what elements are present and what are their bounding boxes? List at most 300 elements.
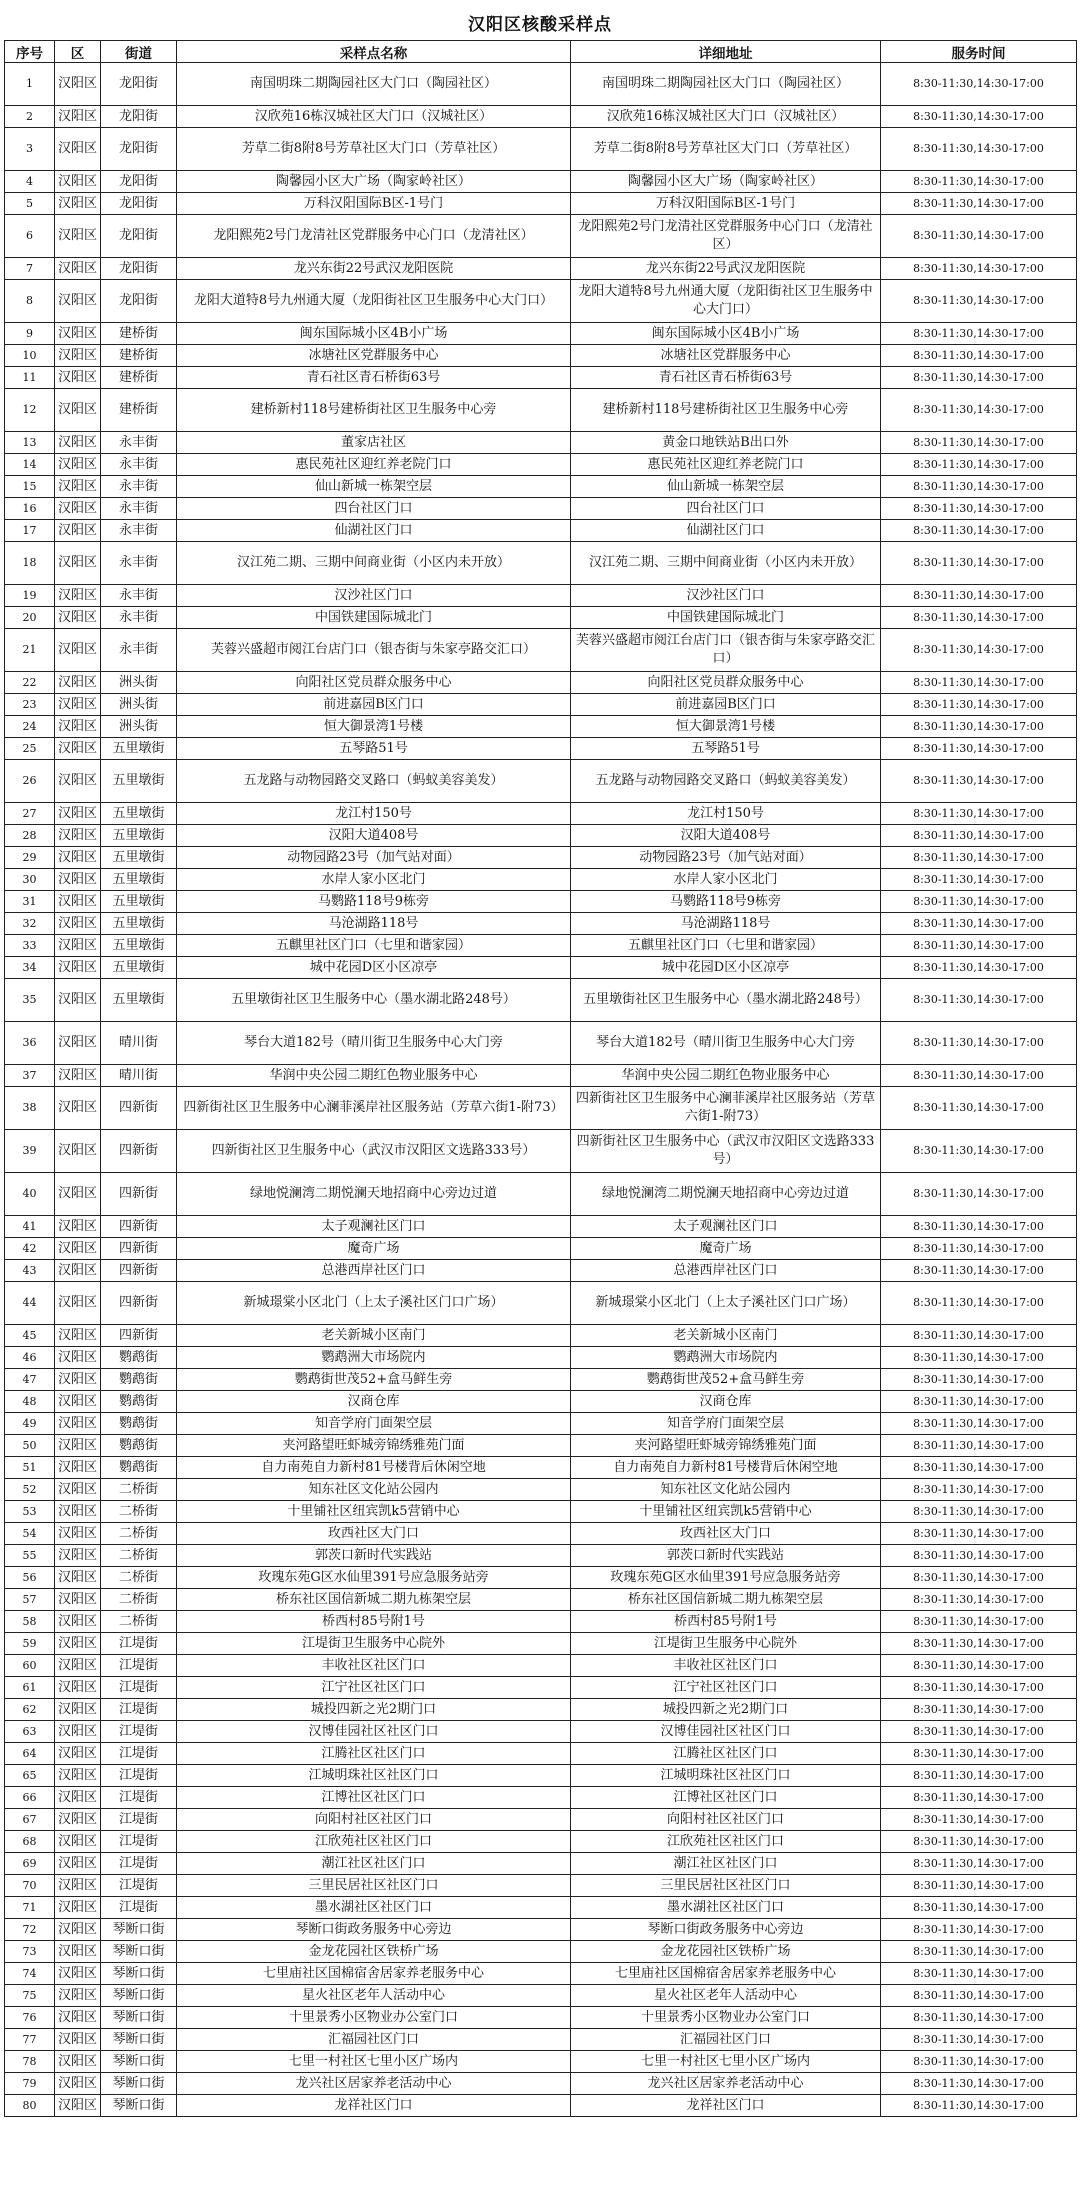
row-address: 桥东社区国信新城二期九栋架空层	[571, 1589, 881, 1611]
row-service-time: 8:30-11:30,14:30-17:00	[881, 1743, 1077, 1765]
row-service-time: 8:30-11:30,14:30-17:00	[881, 323, 1077, 345]
row-district: 汉阳区	[55, 1875, 101, 1897]
row-site-name: 琴断口街政务服务中心旁边	[177, 1919, 571, 1941]
row-no: 68	[5, 1831, 55, 1853]
row-street: 江堤街	[101, 1743, 177, 1765]
row-site-name: 建桥新村118号建桥街社区卫生服务中心旁	[177, 389, 571, 432]
row-address: 恒大御景湾1号楼	[571, 716, 881, 738]
row-service-time: 8:30-11:30,14:30-17:00	[881, 1391, 1077, 1413]
row-service-time: 8:30-11:30,14:30-17:00	[881, 1919, 1077, 1941]
row-service-time: 8:30-11:30,14:30-17:00	[881, 1545, 1077, 1567]
row-address: 郭茨口新时代实践站	[571, 1545, 881, 1567]
row-street: 五里墩街	[101, 825, 177, 847]
row-service-time: 8:30-11:30,14:30-17:00	[881, 913, 1077, 935]
row-no: 24	[5, 716, 55, 738]
table-row	[5, 803, 1077, 825]
row-no: 32	[5, 913, 55, 935]
table-row	[5, 1216, 1077, 1238]
table-row	[5, 1391, 1077, 1413]
table-row	[5, 825, 1077, 847]
table-row	[5, 891, 1077, 913]
row-site-name: 动物园路23号（加气站对面）	[177, 847, 571, 869]
sampling-sites-table	[4, 40, 1077, 2117]
table-row	[5, 1325, 1077, 1347]
table-row	[5, 1589, 1077, 1611]
row-service-time: 8:30-11:30,14:30-17:00	[881, 1611, 1077, 1633]
table-row	[5, 738, 1077, 760]
row-address: 墨水湖社区社区门口	[571, 1897, 881, 1919]
row-no: 49	[5, 1413, 55, 1435]
row-address: 向阳村社区社区门口	[571, 1809, 881, 1831]
row-street: 龙阳街	[101, 280, 177, 323]
row-no: 8	[5, 280, 55, 323]
table-row	[5, 1611, 1077, 1633]
row-address: 太子观澜社区门口	[571, 1216, 881, 1238]
row-service-time: 8:30-11:30,14:30-17:00	[881, 1897, 1077, 1919]
row-service-time: 8:30-11:30,14:30-17:00	[881, 585, 1077, 607]
table-row	[5, 1130, 1077, 1173]
row-address: 鹦鹉街世茂52+盒马鲜生旁	[571, 1369, 881, 1391]
row-street: 鹦鹉街	[101, 1435, 177, 1457]
row-no: 76	[5, 2007, 55, 2029]
row-address: 五琴路51号	[571, 738, 881, 760]
row-site-name: 龙兴东街22号武汉龙阳医院	[177, 258, 571, 280]
row-address: 青石社区青石桥街63号	[571, 367, 881, 389]
table-row	[5, 1897, 1077, 1919]
row-district: 汉阳区	[55, 1765, 101, 1787]
row-no: 41	[5, 1216, 55, 1238]
row-site-name: 魔奇广场	[177, 1238, 571, 1260]
row-site-name: 五里墩街社区卫生服务中心（墨水湖北路248号）	[177, 979, 571, 1022]
row-no: 11	[5, 367, 55, 389]
row-no: 26	[5, 760, 55, 803]
row-address: 潮江社区社区门口	[571, 1853, 881, 1875]
row-street: 龙阳街	[101, 128, 177, 171]
row-no: 55	[5, 1545, 55, 1567]
row-street: 江堤街	[101, 1875, 177, 1897]
row-district: 汉阳区	[55, 128, 101, 171]
row-district: 汉阳区	[55, 542, 101, 585]
row-district: 汉阳区	[55, 1545, 101, 1567]
row-service-time: 8:30-11:30,14:30-17:00	[881, 367, 1077, 389]
row-service-time: 8:30-11:30,14:30-17:00	[881, 2095, 1077, 2117]
table-row	[5, 629, 1077, 672]
row-no: 44	[5, 1282, 55, 1325]
row-service-time: 8:30-11:30,14:30-17:00	[881, 1087, 1077, 1130]
row-address: 鹦鹉洲大市场院内	[571, 1347, 881, 1369]
row-street: 二桥街	[101, 1501, 177, 1523]
row-address: 城中花园D区小区凉亭	[571, 957, 881, 979]
row-address: 琴台大道182号（晴川街卫生服务中心大门旁	[571, 1022, 881, 1065]
row-district: 汉阳区	[55, 1655, 101, 1677]
row-address: 江城明珠社区社区门口	[571, 1765, 881, 1787]
row-service-time: 8:30-11:30,14:30-17:00	[881, 1677, 1077, 1699]
row-service-time: 8:30-11:30,14:30-17:00	[881, 258, 1077, 280]
row-district: 汉阳区	[55, 979, 101, 1022]
row-street: 五里墩街	[101, 869, 177, 891]
row-district: 汉阳区	[55, 1721, 101, 1743]
row-site-name: 城中花园D区小区凉亭	[177, 957, 571, 979]
row-district: 汉阳区	[55, 760, 101, 803]
row-district: 汉阳区	[55, 1413, 101, 1435]
row-address: 汉江苑二期、三期中间商业街（小区内未开放）	[571, 542, 881, 585]
row-no: 3	[5, 128, 55, 171]
table-row	[5, 694, 1077, 716]
row-street: 五里墩街	[101, 760, 177, 803]
row-service-time: 8:30-11:30,14:30-17:00	[881, 738, 1077, 760]
row-site-name: 汉欣苑16栋汉城社区大门口（汉城社区）	[177, 106, 571, 128]
row-street: 江堤街	[101, 1787, 177, 1809]
row-site-name: 龙兴社区居家养老活动中心	[177, 2073, 571, 2095]
table-row	[5, 106, 1077, 128]
row-district: 汉阳区	[55, 1523, 101, 1545]
row-service-time: 8:30-11:30,14:30-17:00	[881, 171, 1077, 193]
row-street: 永丰街	[101, 607, 177, 629]
row-street: 鹦鹉街	[101, 1369, 177, 1391]
row-address: 四台社区门口	[571, 498, 881, 520]
row-street: 鹦鹉街	[101, 1413, 177, 1435]
row-street: 五里墩街	[101, 891, 177, 913]
row-service-time: 8:30-11:30,14:30-17:00	[881, 1831, 1077, 1853]
row-district: 汉阳区	[55, 171, 101, 193]
row-address: 龙祥社区门口	[571, 2095, 881, 2117]
table-row	[5, 1809, 1077, 1831]
row-site-name: 总港西岸社区门口	[177, 1260, 571, 1282]
row-no: 73	[5, 1941, 55, 1963]
header-address: 详细地址	[571, 41, 881, 63]
row-district: 汉阳区	[55, 367, 101, 389]
table-row	[5, 1413, 1077, 1435]
row-district: 汉阳区	[55, 345, 101, 367]
row-street: 四新街	[101, 1325, 177, 1347]
row-service-time: 8:30-11:30,14:30-17:00	[881, 2029, 1077, 2051]
row-address: 四新街社区卫生服务中心（武汉市汉阳区文选路333号）	[571, 1130, 881, 1173]
row-no: 53	[5, 1501, 55, 1523]
row-street: 五里墩街	[101, 957, 177, 979]
row-district: 汉阳区	[55, 1567, 101, 1589]
row-address: 汉沙社区门口	[571, 585, 881, 607]
row-street: 琴断口街	[101, 2073, 177, 2095]
table-body	[5, 63, 1077, 2117]
table-row	[5, 1919, 1077, 1941]
row-no: 4	[5, 171, 55, 193]
row-site-name: 芙蓉兴盛超市阅江台店门口（银杏街与朱家亭路交汇口）	[177, 629, 571, 672]
row-address: 南国明珠二期陶园社区大门口（陶园社区）	[571, 63, 881, 106]
row-site-name: 马沧湖路118号	[177, 913, 571, 935]
row-site-name: 龙江村150号	[177, 803, 571, 825]
row-address: 仙湖社区门口	[571, 520, 881, 542]
row-street: 江堤街	[101, 1677, 177, 1699]
row-address: 丰收社区社区门口	[571, 1655, 881, 1677]
row-address: 龙江村150号	[571, 803, 881, 825]
row-district: 汉阳区	[55, 607, 101, 629]
row-street: 建桥街	[101, 345, 177, 367]
row-street: 建桥街	[101, 367, 177, 389]
row-service-time: 8:30-11:30,14:30-17:00	[881, 935, 1077, 957]
row-district: 汉阳区	[55, 1787, 101, 1809]
row-service-time: 8:30-11:30,14:30-17:00	[881, 1282, 1077, 1325]
row-no: 9	[5, 323, 55, 345]
table-row	[5, 367, 1077, 389]
row-address: 汇福园社区门口	[571, 2029, 881, 2051]
row-street: 龙阳街	[101, 171, 177, 193]
row-site-name: 芳草二街8附8号芳草社区大门口（芳草社区）	[177, 128, 571, 171]
row-district: 汉阳区	[55, 1809, 101, 1831]
table-row	[5, 258, 1077, 280]
row-district: 汉阳区	[55, 629, 101, 672]
row-address: 江堤街卫生服务中心院外	[571, 1633, 881, 1655]
row-no: 63	[5, 1721, 55, 1743]
row-service-time: 8:30-11:30,14:30-17:00	[881, 716, 1077, 738]
row-service-time: 8:30-11:30,14:30-17:00	[881, 803, 1077, 825]
table-row	[5, 2051, 1077, 2073]
table-row	[5, 1633, 1077, 1655]
row-district: 汉阳区	[55, 1677, 101, 1699]
row-service-time: 8:30-11:30,14:30-17:00	[881, 63, 1077, 106]
row-site-name: 新城璟棠小区北门（上太子溪社区门口广场）	[177, 1282, 571, 1325]
row-no: 40	[5, 1173, 55, 1216]
row-no: 27	[5, 803, 55, 825]
table-row	[5, 1567, 1077, 1589]
row-address: 老关新城小区南门	[571, 1325, 881, 1347]
row-district: 汉阳区	[55, 1743, 101, 1765]
row-service-time: 8:30-11:30,14:30-17:00	[881, 1787, 1077, 1809]
row-address: 汉欣苑16栋汉城社区大门口（汉城社区）	[571, 106, 881, 128]
row-site-name: 知音学府门面架空层	[177, 1413, 571, 1435]
table-row	[5, 2007, 1077, 2029]
row-site-name: 太子观澜社区门口	[177, 1216, 571, 1238]
row-address: 万科汉阳国际B区-1号门	[571, 193, 881, 215]
row-service-time: 8:30-11:30,14:30-17:00	[881, 1963, 1077, 1985]
row-no: 19	[5, 585, 55, 607]
row-no: 79	[5, 2073, 55, 2095]
row-service-time: 8:30-11:30,14:30-17:00	[881, 607, 1077, 629]
row-service-time: 8:30-11:30,14:30-17:00	[881, 1130, 1077, 1173]
row-site-name: 金龙花园社区铁桥广场	[177, 1941, 571, 1963]
row-address: 十里铺社区纽宾凯k5营销中心	[571, 1501, 881, 1523]
table-row	[5, 869, 1077, 891]
row-district: 汉阳区	[55, 498, 101, 520]
row-site-name: 万科汉阳国际B区-1号门	[177, 193, 571, 215]
row-site-name: 七里一村社区七里小区广场内	[177, 2051, 571, 2073]
row-service-time: 8:30-11:30,14:30-17:00	[881, 520, 1077, 542]
row-street: 晴川街	[101, 1022, 177, 1065]
row-no: 15	[5, 476, 55, 498]
row-site-name: 董家店社区	[177, 432, 571, 454]
row-address: 马沧湖路118号	[571, 913, 881, 935]
row-street: 江堤街	[101, 1633, 177, 1655]
row-service-time: 8:30-11:30,14:30-17:00	[881, 629, 1077, 672]
row-street: 永丰街	[101, 585, 177, 607]
row-address: 汉博佳园社区社区门口	[571, 1721, 881, 1743]
row-street: 琴断口街	[101, 2051, 177, 2073]
table-row	[5, 847, 1077, 869]
row-site-name: 江宁社区社区门口	[177, 1677, 571, 1699]
row-no: 52	[5, 1479, 55, 1501]
row-address: 龙阳熙苑2号门龙清社区党群服务中心门口（龙清社区）	[571, 215, 881, 258]
row-no: 25	[5, 738, 55, 760]
row-service-time: 8:30-11:30,14:30-17:00	[881, 1413, 1077, 1435]
row-address: 冰塘社区党群服务中心	[571, 345, 881, 367]
header-district: 区	[55, 41, 101, 63]
row-site-name: 四新街社区卫生服务中心澜菲溪岸社区服务站（芳草六街1-附73）	[177, 1087, 571, 1130]
table-row	[5, 1435, 1077, 1457]
row-address: 绿地悦澜湾二期悦澜天地招商中心旁边过道	[571, 1173, 881, 1216]
row-address: 新城璟棠小区北门（上太子溪社区门口广场）	[571, 1282, 881, 1325]
row-no: 69	[5, 1853, 55, 1875]
row-address: 五龙路与动物园路交叉路口（蚂蚁美容美发）	[571, 760, 881, 803]
table-row	[5, 215, 1077, 258]
table-row	[5, 1853, 1077, 1875]
row-address: 总港西岸社区门口	[571, 1260, 881, 1282]
table-row	[5, 1545, 1077, 1567]
row-street: 江堤街	[101, 1897, 177, 1919]
row-district: 汉阳区	[55, 1325, 101, 1347]
row-address: 玫西社区大门口	[571, 1523, 881, 1545]
row-street: 二桥街	[101, 1523, 177, 1545]
row-site-name: 汉沙社区门口	[177, 585, 571, 607]
row-district: 汉阳区	[55, 1941, 101, 1963]
row-service-time: 8:30-11:30,14:30-17:00	[881, 1633, 1077, 1655]
row-no: 37	[5, 1065, 55, 1087]
row-site-name: 恒大御景湾1号楼	[177, 716, 571, 738]
row-district: 汉阳区	[55, 891, 101, 913]
row-no: 6	[5, 215, 55, 258]
row-no: 34	[5, 957, 55, 979]
table-row	[5, 1022, 1077, 1065]
row-street: 洲头街	[101, 694, 177, 716]
row-service-time: 8:30-11:30,14:30-17:00	[881, 1065, 1077, 1087]
table-row	[5, 716, 1077, 738]
row-service-time: 8:30-11:30,14:30-17:00	[881, 957, 1077, 979]
row-street: 龙阳街	[101, 63, 177, 106]
table-row	[5, 913, 1077, 935]
row-address: 陶馨园小区大广场（陶家岭社区）	[571, 171, 881, 193]
table-row	[5, 1523, 1077, 1545]
table-row	[5, 1369, 1077, 1391]
row-no: 71	[5, 1897, 55, 1919]
row-no: 28	[5, 825, 55, 847]
row-service-time: 8:30-11:30,14:30-17:00	[881, 1941, 1077, 1963]
row-street: 江堤街	[101, 1765, 177, 1787]
row-no: 20	[5, 607, 55, 629]
row-address: 向阳社区党员群众服务中心	[571, 672, 881, 694]
table-row	[5, 280, 1077, 323]
row-district: 汉阳区	[55, 1479, 101, 1501]
row-no: 62	[5, 1699, 55, 1721]
row-site-name: 仙山新城一栋架空层	[177, 476, 571, 498]
row-service-time: 8:30-11:30,14:30-17:00	[881, 1765, 1077, 1787]
row-district: 汉阳区	[55, 1919, 101, 1941]
row-street: 洲头街	[101, 672, 177, 694]
row-no: 36	[5, 1022, 55, 1065]
row-no: 80	[5, 2095, 55, 2117]
table-row	[5, 454, 1077, 476]
row-district: 汉阳区	[55, 1065, 101, 1087]
table-row	[5, 1985, 1077, 2007]
row-street: 二桥街	[101, 1545, 177, 1567]
row-street: 建桥街	[101, 323, 177, 345]
row-address: 桥西村85号附1号	[571, 1611, 881, 1633]
row-street: 琴断口街	[101, 1941, 177, 1963]
row-no: 57	[5, 1589, 55, 1611]
row-service-time: 8:30-11:30,14:30-17:00	[881, 1347, 1077, 1369]
row-address: 五里墩街社区卫生服务中心（墨水湖北路248号）	[571, 979, 881, 1022]
table-row	[5, 957, 1077, 979]
row-service-time: 8:30-11:30,14:30-17:00	[881, 1479, 1077, 1501]
row-street: 建桥街	[101, 389, 177, 432]
row-district: 汉阳区	[55, 1260, 101, 1282]
table-row	[5, 1457, 1077, 1479]
row-street: 琴断口街	[101, 2095, 177, 2117]
row-street: 龙阳街	[101, 193, 177, 215]
row-address: 华润中央公园二期红色物业服务中心	[571, 1065, 881, 1087]
table-row	[5, 193, 1077, 215]
table-row	[5, 979, 1077, 1022]
row-district: 汉阳区	[55, 2007, 101, 2029]
row-district: 汉阳区	[55, 913, 101, 935]
table-row	[5, 2029, 1077, 2051]
row-no: 22	[5, 672, 55, 694]
row-site-name: 自力南苑自力新村81号楼背后休闲空地	[177, 1457, 571, 1479]
row-site-name: 郭茨口新时代实践站	[177, 1545, 571, 1567]
row-no: 46	[5, 1347, 55, 1369]
table-row	[5, 63, 1077, 106]
row-service-time: 8:30-11:30,14:30-17:00	[881, 1523, 1077, 1545]
row-service-time: 8:30-11:30,14:30-17:00	[881, 891, 1077, 913]
row-site-name: 三里民居社区社区门口	[177, 1875, 571, 1897]
table-row	[5, 1479, 1077, 1501]
row-no: 29	[5, 847, 55, 869]
row-street: 五里墩街	[101, 847, 177, 869]
row-site-name: 江腾社区社区门口	[177, 1743, 571, 1765]
table-row	[5, 1238, 1077, 1260]
row-service-time: 8:30-11:30,14:30-17:00	[881, 432, 1077, 454]
row-address: 仙山新城一栋架空层	[571, 476, 881, 498]
row-site-name: 十里铺社区纽宾凯k5营销中心	[177, 1501, 571, 1523]
header-site-name: 采样点名称	[177, 41, 571, 63]
row-service-time: 8:30-11:30,14:30-17:00	[881, 498, 1077, 520]
row-site-name: 陶馨园小区大广场（陶家岭社区）	[177, 171, 571, 193]
row-district: 汉阳区	[55, 1130, 101, 1173]
row-address: 水岸人家小区北门	[571, 869, 881, 891]
row-no: 60	[5, 1655, 55, 1677]
row-no: 31	[5, 891, 55, 913]
row-street: 永丰街	[101, 542, 177, 585]
row-street: 五里墩街	[101, 913, 177, 935]
row-district: 汉阳区	[55, 716, 101, 738]
row-street: 鹦鹉街	[101, 1347, 177, 1369]
row-site-name: 前进嘉园B区门口	[177, 694, 571, 716]
row-address: 知音学府门面架空层	[571, 1413, 881, 1435]
header-street: 街道	[101, 41, 177, 63]
row-service-time: 8:30-11:30,14:30-17:00	[881, 193, 1077, 215]
row-service-time: 8:30-11:30,14:30-17:00	[881, 1457, 1077, 1479]
row-district: 汉阳区	[55, 1282, 101, 1325]
row-no: 43	[5, 1260, 55, 1282]
row-district: 汉阳区	[55, 1611, 101, 1633]
row-site-name: 龙阳熙苑2号门龙清社区党群服务中心门口（龙清社区）	[177, 215, 571, 258]
table-row	[5, 607, 1077, 629]
row-no: 2	[5, 106, 55, 128]
row-district: 汉阳区	[55, 1391, 101, 1413]
row-no: 47	[5, 1369, 55, 1391]
table-row	[5, 2073, 1077, 2095]
document-title: 汉阳区核酸采样点	[468, 15, 612, 35]
row-service-time: 8:30-11:30,14:30-17:00	[881, 1325, 1077, 1347]
row-street: 江堤街	[101, 1853, 177, 1875]
row-address: 魔奇广场	[571, 1238, 881, 1260]
